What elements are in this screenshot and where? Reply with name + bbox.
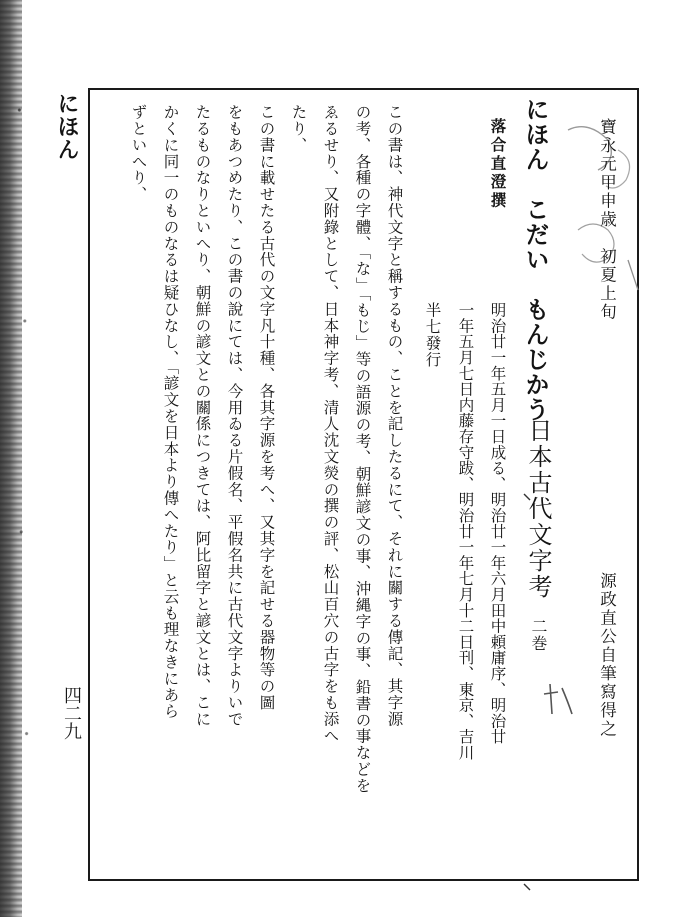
body-line: この書に載せたる古代の文字凡十種、各其字源を考へ、又其字を記せる器物等の圖 bbox=[257, 104, 276, 711]
publication-line: 明治廿一年五月一日成る、明治廿一年六月田中頼庸序、明治廿 bbox=[488, 302, 507, 745]
author: 落合直澄撰 bbox=[488, 118, 508, 211]
book-title: 日本古代文字考 bbox=[524, 418, 552, 600]
body-line: たるものなりといへり、朝鮮の諺文との關係につきては、阿比留字と諺文とは、こに bbox=[193, 104, 212, 728]
body-line: たり、 bbox=[289, 104, 308, 154]
date-note: 寶永元甲申歳 初夏上旬 bbox=[597, 118, 617, 322]
stray-mark bbox=[522, 882, 532, 892]
running-head: にほん bbox=[54, 92, 80, 161]
binding-specks bbox=[14, 0, 32, 917]
copy-note: 源政直公自筆寫得之 bbox=[597, 572, 617, 739]
body-line: この書は、神代文字と稱するもの、ことを記したるにて、それに關する傳記、其字源 bbox=[385, 104, 404, 728]
title-reading: にほん こだい もんじかう bbox=[521, 97, 550, 422]
publication-line: 一年五月七日内藤存守跋、明治廿一年七月十二日刊、東京、吉川 bbox=[456, 302, 475, 761]
page-number: 四二九 bbox=[61, 686, 82, 740]
pen-mark bbox=[540, 680, 576, 720]
body-line: ゑるせり、又附錄として、日本神字考、清人沈文熒の撰の評、松山百穴の古字をも添へ bbox=[321, 104, 340, 744]
body-line: ずといへり、 bbox=[129, 104, 148, 203]
body-line: かくに同一のものなるは疑ひなし、「諺文を日本より傳へたり」と云も理なきにあら bbox=[161, 104, 180, 720]
body-line: の考、各種の字體、「な」「もじ」等の語源の考、朝鮮諺文の事、沖縄字の事、鉛書の事などを bbox=[353, 104, 372, 794]
volume-count: 二巻 bbox=[529, 618, 548, 652]
body-line: をもあつめたり、この書の說にては、今用ゐる片假名、平假名共に古代文字よりいで bbox=[225, 104, 244, 728]
publication-line: 半七發行 bbox=[423, 302, 442, 368]
